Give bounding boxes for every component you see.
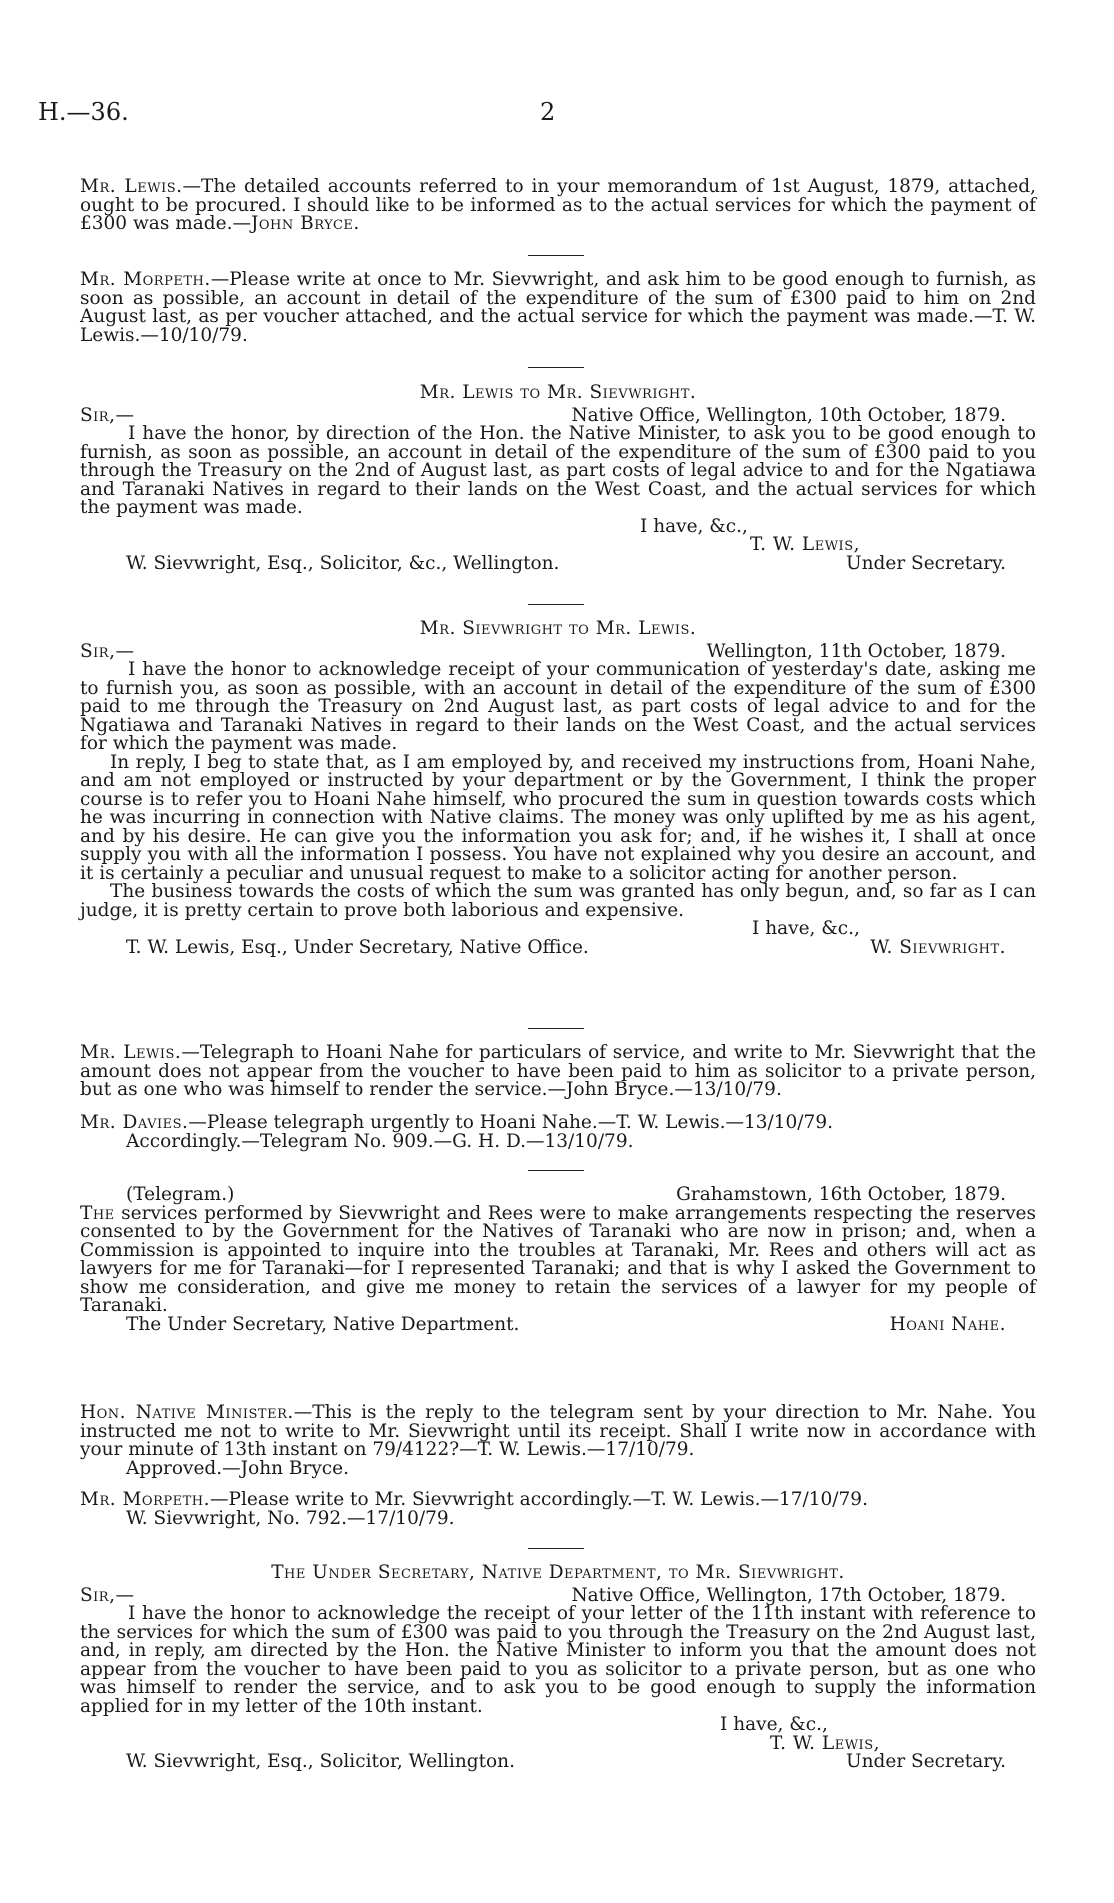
telegram-first-word: The <box>80 1202 115 1224</box>
place-date: Native Office, Wellington, 17th October, 1879. <box>571 1584 1006 1606</box>
addressee: W. Sievwright, Esq., Solicitor, Wellington. <box>126 1751 515 1772</box>
letter-heading: Mr. Sievwright to Mr. Lewis. <box>419 618 697 639</box>
salutation: Sir,— <box>80 640 135 662</box>
memo-lewis-2 <box>80 1044 1036 1100</box>
addressee: T. W. Lewis, Esq., Under Secretary, Native Office. <box>126 936 589 958</box>
divider <box>528 1028 584 1029</box>
memo-note: Approved.—John Bryce. <box>126 1457 349 1479</box>
memo-addressee: Mr. Morpeth. <box>80 1489 211 1510</box>
memo-note: Accordingly.—Telegram No. 909.—G. H. D.—13/10/79. <box>126 1130 634 1152</box>
memo-note: W. Sievwright, No. 792.—17/10/79. <box>126 1507 455 1529</box>
letter-paragraph: The business towards the costs of which the sum was granted has only begun, and, so far as I can judge, it is pretty certain to prove both laborious and expensive. <box>80 881 1036 921</box>
memo-morpeth-1 <box>80 271 1036 345</box>
memo-text: —Please write to Mr. Sievwright accordingly.—T. W. Lewis.—17/10/79. <box>210 1489 868 1510</box>
closing: I have, &c., <box>752 918 860 939</box>
memo-signature: John Bryce. <box>250 213 360 234</box>
salutation: Sir,— <box>80 1584 135 1606</box>
letter-under-secretary-to-sievwright <box>80 1564 1036 1772</box>
letter-paragraph: I have the honor to acknowledge receipt of your communication of yesterday's date, asking me to furnish you, as soon as possible, with an account in detail of the expenditure of the sum of £300 paid to me through the Treasury on 2nd August last, as part costs of legal advice to and for the Ngatiawa and Taranaki Natives in regard to their lands on the West Coast, and the actual services for which the payment was made. <box>80 659 1036 754</box>
divider <box>528 1548 584 1549</box>
memo-addressee: Mr. Davies. <box>80 1112 189 1133</box>
memo-addressee: Mr. Morpeth. <box>80 269 211 290</box>
memo-text: —The detailed accounts referred to in your memorandum of 1st August, 1879, attached, ought to be procured. I should like to be informed as to the actual services for which the payment of £300 was made.— <box>80 176 1036 234</box>
divider <box>528 255 584 256</box>
place-date: Grahamstown, 16th October, 1879. <box>676 1184 1006 1205</box>
signatory-title: Under Secretary. <box>846 1751 1006 1772</box>
memo-text: —Telegraph to Hoani Nahe for particulars of service, and write to Mr. Sievwright that the amount does not appear from the voucher to have been paid to him as solicitor to a private person, but as one who was himself to render the service.—John Bryce.—13/10/79. <box>80 1042 1036 1100</box>
memo-addressee: Mr. Lewis. <box>80 176 183 197</box>
memo-text: —Please telegraph urgently to Hoani Nahe.—T. W. Lewis.—13/10/79. <box>188 1112 833 1133</box>
telegram-hoani-nahe <box>80 1186 1036 1334</box>
memo-addressee: Hon. Native Minister. <box>80 1402 294 1423</box>
signature: T. W. Lewis, <box>770 1732 880 1754</box>
letter-paragraph: In reply, I beg to state that, as I am employed by, and received my instructions from, Hoani Nahe, and am not employed or instructed by your department or by the Government, I think the proper course is to refer you to Hoani Nahe himself, who procured the sum in question towards costs which he was incurring in connection with Native claims. The money was only uplifted by me as his agent, and by his desire. He can give you the information you ask for; and, if he wishes it, I shall at once supply you with all the information I possess. You have not explained why you desire an account, and it is certainly a peculiar and unusual request to make to a solicitor acting for another person. <box>80 751 1036 884</box>
memo-text: —Please write at once to Mr. Sievwright, and ask him to be good enough to furnish, as soon as possible, an account in detail of the expenditure of the sum of £300 paid to him on 2nd August last, as per voucher attached, and the actual service for which the payment was made.—T. W. Lewis.—10/10/79. <box>80 269 1036 346</box>
telegram-body: services performed by Sievwright and Rees were to make arrangements respecting the reserves consented to by the Government for the Natives of Taranaki who are now in prison; and, when a Commission is appointed to inquire into the troubles at Taranaki, Mr. Rees and others will act as lawyers for me for Taranaki—for I represented Taranaki; and that is why I asked the Government to show me consideration, and give me money to retain the services of a lawyer for my people of Taranaki. <box>80 1202 1036 1316</box>
place-date: Wellington, 11th October, 1879. <box>706 640 1006 662</box>
memo-davies <box>80 1114 1036 1151</box>
page-number: 2 <box>540 98 556 126</box>
divider <box>528 604 584 605</box>
memo-addressee: Mr. Lewis. <box>80 1042 182 1063</box>
place-date: Native Office, Wellington, 10th October, 1879. <box>571 404 1006 426</box>
letter-heading: The Under Secretary, Native Department, to Mr. Sievwright. <box>271 1562 845 1583</box>
letter-body: I have the honor, by direction of the Hon. the Native Minister, to ask you to be good enough to furnish, as soon as possible, an account in detail of the expenditure of the sum of £300 paid to you through the Treasury on the 2nd of August last, as part costs of legal advice to and for the Ngatiawa and Taranaki Natives in regard to their lands on the West Coast, and the actual services for which the payment was made. <box>80 423 1036 518</box>
signature: T. W. Lewis, <box>750 534 860 555</box>
addressee: The Under Secretary, Native Department. <box>126 1313 520 1335</box>
signature: W. Sievwright. <box>870 936 1006 958</box>
document-reference: H.—36. <box>38 98 129 126</box>
letter-sievwright-to-lewis <box>80 620 1036 957</box>
addressee: W. Sievwright, Esq., Solicitor, &c., Wellington. <box>126 552 560 574</box>
closing: I have, &c., <box>720 1714 828 1735</box>
salutation: Sir,— <box>80 404 135 426</box>
divider <box>528 1170 584 1171</box>
signatory-title: Under Secretary. <box>846 552 1006 574</box>
memo-lewis-1 <box>80 178 1036 234</box>
signature: Hoani Nahe. <box>889 1313 1006 1335</box>
memo-morpeth-2 <box>80 1491 1036 1528</box>
memo-text: —This is the reply to the telegram sent by your direction to Mr. Nahe. You instructed me not to write to Mr. Sievwright until its receipt. Shall I write now in accordance with your minute of 13th instant on 79/4122?—T. W. Lewis.—17/10/79. <box>80 1402 1036 1460</box>
letter-lewis-to-sievwright <box>80 384 1036 573</box>
memo-native-minister <box>80 1404 1036 1478</box>
letter-heading: Mr. Lewis to Mr. Sievwright. <box>419 382 697 403</box>
divider <box>528 367 584 368</box>
closing: I have, &c., <box>640 515 748 537</box>
letter-body: I have the honor to acknowledge the receipt of your letter of the 11th instant with reference to the services for which the sum of £300 was paid to you through the Treasury on the 2nd August last, and, in reply, am directed by the Hon. the Native Minister to inform you that the amount does not appear from the voucher to have been paid to you as solicitor to a private person, but as one who was himself to render the service, and to ask you to be good enough to supply the information applied for in my letter of the 10th instant. <box>80 1603 1036 1717</box>
telegram-label: (Telegram.) <box>126 1184 235 1205</box>
